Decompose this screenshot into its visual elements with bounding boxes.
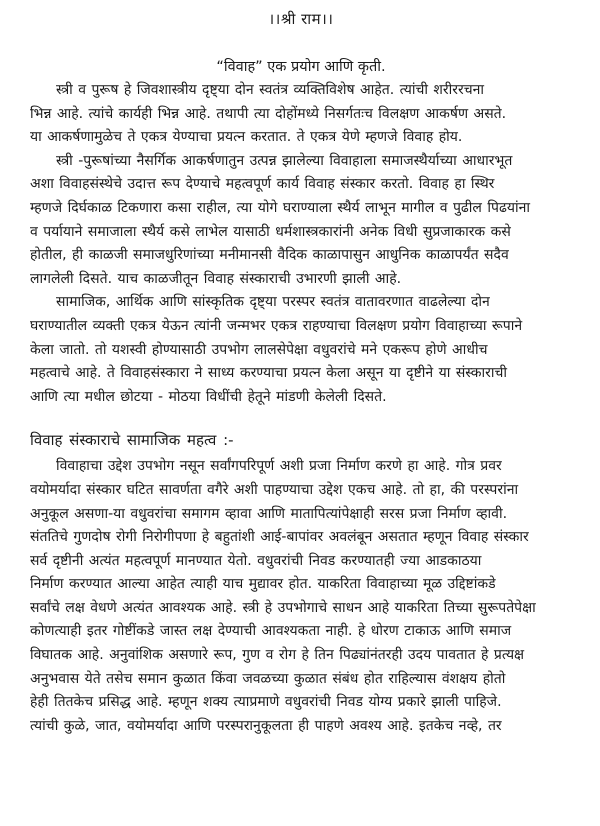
section-paragraph — [30, 455, 572, 738]
paragraph-line: होतील, ही काळजी समाजधुरिणांच्या मनीमानसी वैदिक काळापासुन आधुनिक काळापर्यंत सदैव — [30, 247, 509, 264]
section-heading: विवाह संस्काराचे सामाजिक महत्व :- — [30, 431, 234, 450]
document-title: “विवाह” एक प्रयोग आणि कृती. — [216, 59, 386, 75]
paragraph-line: या आकर्षणामुळेच ते एकत्र येण्याचा प्रयत्न करतात. ते एकत्र येणे म्हणजे विवाह होय. — [30, 129, 463, 146]
paragraph-line: सर्वांचे लक्ष वेधणे अत्यंत आवश्यक आहे. स्त्री हे उपभोगाचे साधन आहे याकरिता तिच्या सुरूपतेपेक्षा — [30, 599, 536, 616]
paragraph-line: वयोमर्यादा संस्कार घटित सावर्णता वगैरे अशी पाहण्याचा उद्देश एकच आहे. तो हा, की परस्परांना — [30, 481, 519, 498]
paragraph-line: स्त्री -पुरूषांच्या नैसर्गिक आकर्षणातुन उत्पन्न झालेल्या विवाहाला समाजस्थैर्याच्या आधारभूत — [56, 152, 513, 169]
paragraph-line: स्त्री व पुरूष हे जिवशास्त्रीय दृष्ट्या दोन स्वतंत्र व्यक्तिविशेष आहेत. त्यांची शरीररचना — [56, 82, 485, 98]
paragraph-line: भिन्न आहे. त्यांचे कार्यही भिन्न आहे. तथापी त्या दोहोंमध्ये निसर्गतःच विलक्षण आकर्षण असते. — [30, 105, 507, 122]
paragraph-line: निर्माण करण्यात आल्या आहेत त्याही याच मुद्यावर होत. याकरिता विवाहाच्या मूळ उद्दिष्टांकडे — [30, 576, 496, 593]
paragraph-line: अशा विवाहसंस्थेचे उदात्त रूप देण्याचे महत्वपूर्ण कार्य विवाह संस्कार करतो. विवाह हा स्थिर — [30, 176, 495, 193]
paragraph-3 — [30, 291, 572, 409]
paragraph-line: घराण्यातील व्यक्ती एकत्र येऊन त्यांनी जन्मभर एकत्र राहण्याचा विलक्षण प्रयोग विवाहाच्या रूपाने — [30, 317, 523, 334]
paragraph-line: व पर्यायाने समाजाला स्थैर्य कसे लाभेल यासाठी धर्मशास्त्रकारांनी अनेक विधी सुप्रजाकारक कसे — [30, 223, 511, 240]
paragraph-line: लागलेली दिसते. याच काळजीतून विवाह संस्काराची उभारणी झाली आहे. — [30, 270, 402, 287]
paragraph-line: अनुभवास येते तसेच समान कुळात किंवा जवळच्या कुळात संबंध होत राहिल्यास वंशक्षय होतो — [30, 670, 506, 687]
page-header: ।।श्री राम।। — [268, 10, 334, 28]
paragraph-line: आणि त्या मधील छोटया - मोठया विधींची हेतूने मांडणी केलेली दिसते. — [30, 388, 387, 405]
paragraph-2 — [30, 150, 572, 292]
paragraph-line: अनुकूल असणा-या वधुवरांचा समागम व्हावा आणि मातापित्यांपेक्षाही सरस प्रजा निर्माण व्हावी. — [30, 505, 508, 522]
paragraph-line: सर्व दृष्टीनी अत्यंत महत्वपूर्ण मानण्यात येतो. वधुवरांची निवड करण्यातही ज्या आडकाठया — [30, 552, 482, 569]
paragraph-line: त्यांची कुळे, जात, वयोमर्यादा आणि परस्परानुकूलता ही पाहणे अवश्य आहे. इतकेच नव्हे, तर — [30, 717, 502, 734]
paragraph-line: संततिचे गुणदोष रोगी निरोगीपणा हे बहुतांशी आई-बापांवर अवलंबून असतात म्हणून विवाह संस्कार — [30, 529, 529, 546]
paragraph-line: विवाहाचा उद्देश उपभोग नसून सर्वांगपरिपूर्ण अशी प्रजा निर्माण करणे हा आहे. गोत्र प्रवर — [56, 458, 502, 475]
paragraph-1 — [30, 79, 572, 150]
paragraph-line: केला जातो. तो यशस्वी होण्यासाठी उपभोग लालसेपेक्षा वधुवरांचे मने एकरूप होणे आधीच — [30, 341, 488, 358]
paragraph-line: हेही तितकेच प्रसिद्ध आहे. म्हणून शक्य त्याप्रमाणे वधुवरांची निवड योग्य प्रकारे झाली पाहिजे. — [30, 694, 502, 711]
paragraph-line: विघातक आहे. अनुवांशिक असणारे रूप, गुण व रोग हे तिन पिढ्यांनंतरही उदय पावतात हे प्रत्यक्ष — [30, 647, 525, 664]
paragraph-line: सामाजिक, आर्थिक आणि सांस्कृतिक दृष्ट्या परस्पर स्वतंत्र वातावरणात वाढलेल्या दोन — [56, 294, 490, 311]
paragraph-line: महत्वाचे आहे. ते विवाहसंस्कारा ने साध्य करण्याचा प्रयत्न केला असून या दृष्टीने या संस्काराची — [30, 365, 507, 382]
paragraph-line: कोणत्याही इतर गोष्टींकडे जास्त लक्ष देण्याची आवश्यकता नाही. हे धोरण टाकाऊ आणि समाज — [30, 623, 512, 640]
paragraph-line: म्हणजे दिर्घकाळ टिकणारा कसा राहील, त्या योगे घराण्याला स्थैर्य लाभून मागील व पुढील पिढयांना — [30, 199, 530, 216]
